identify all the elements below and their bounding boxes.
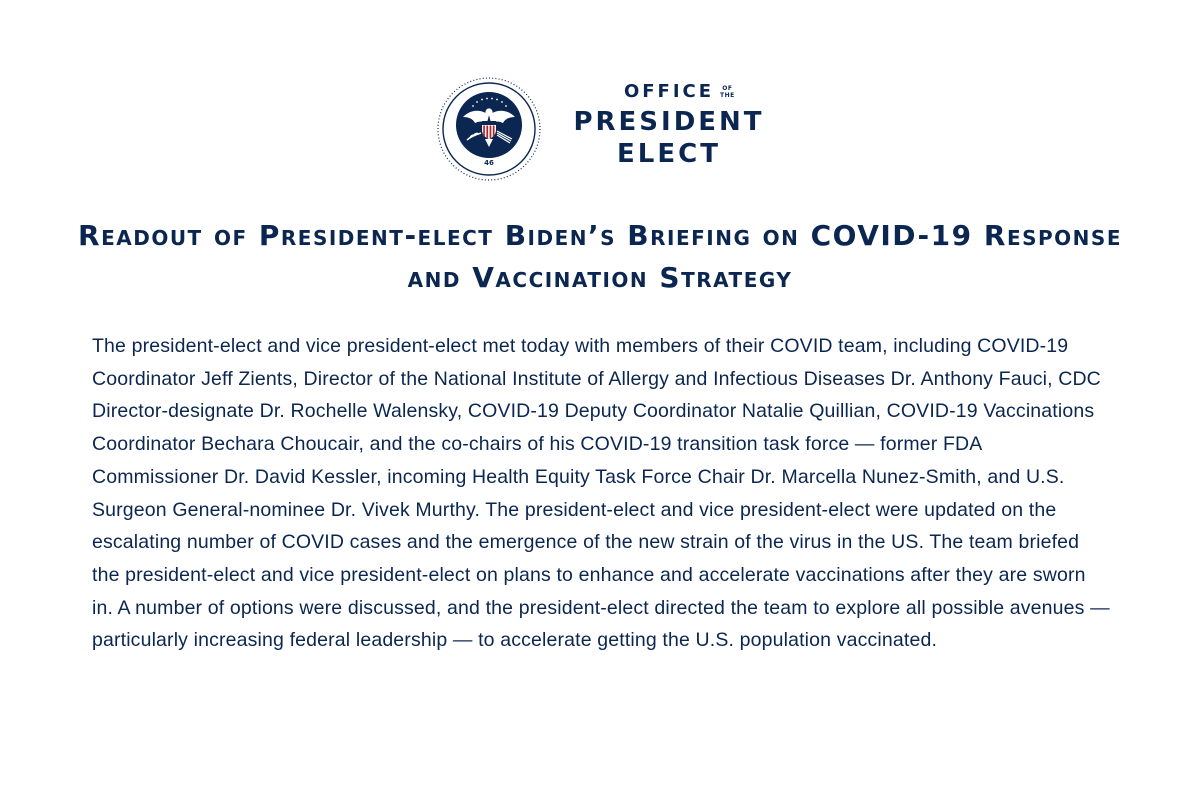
article-body: The president-elect and vice president-elect met today with members of their COVID team, including COVID-19 Coordinator Jeff Zients, Director of the National Institute of Allergy and Infectious Diseases Dr. Anthony Fauci, CDC Director-designate Dr. Rochelle Walensky, COVID-19 Deputy Coordinator Natalie Quillian, COVID-19 Vaccinations Coordinator Bechara Choucair, and the co-chairs of his COVID-19 transition task force — former FDA Commissioner Dr. David Kessler, incoming Health Equity Task Force Chair Dr. Marcella Nunez-Smith, and U.S. Surgeon General-nominee Dr. Vivek Murthy. The president-elect and vice president-elect were updated on the escalating number of COVID cases and the emergence of the new strain of the virus in the US. The team briefed the president-elect and vice president-elect on plans to enhance and accelerate vaccinations after they are sworn in. A number of options were discussed, and the president-elect directed the team to explore all possible avenues — particularly increasing federal leadership — to accelerate getting the U.S. population vaccinated. [92, 335, 1110, 652]
wordmark-president: PRESIDENT [573, 107, 765, 137]
seal-number: 46 [484, 159, 494, 167]
wordmark-office-line [563, 81, 775, 103]
wordmark-elect: ELECT [617, 139, 721, 169]
office-wordmark [563, 81, 775, 169]
article-title: Readout of President-elect Biden’s Briefing on COVID-19 Response and Vaccination Strategy [78, 219, 1122, 294]
wordmark-office: OFFICE [623, 81, 715, 102]
wordmark-of: OF [722, 85, 733, 92]
wordmark-of-the [720, 85, 735, 99]
presidential-seal-icon [435, 75, 543, 183]
wordmark-the: THE [720, 92, 735, 99]
office-header [435, 75, 775, 180]
